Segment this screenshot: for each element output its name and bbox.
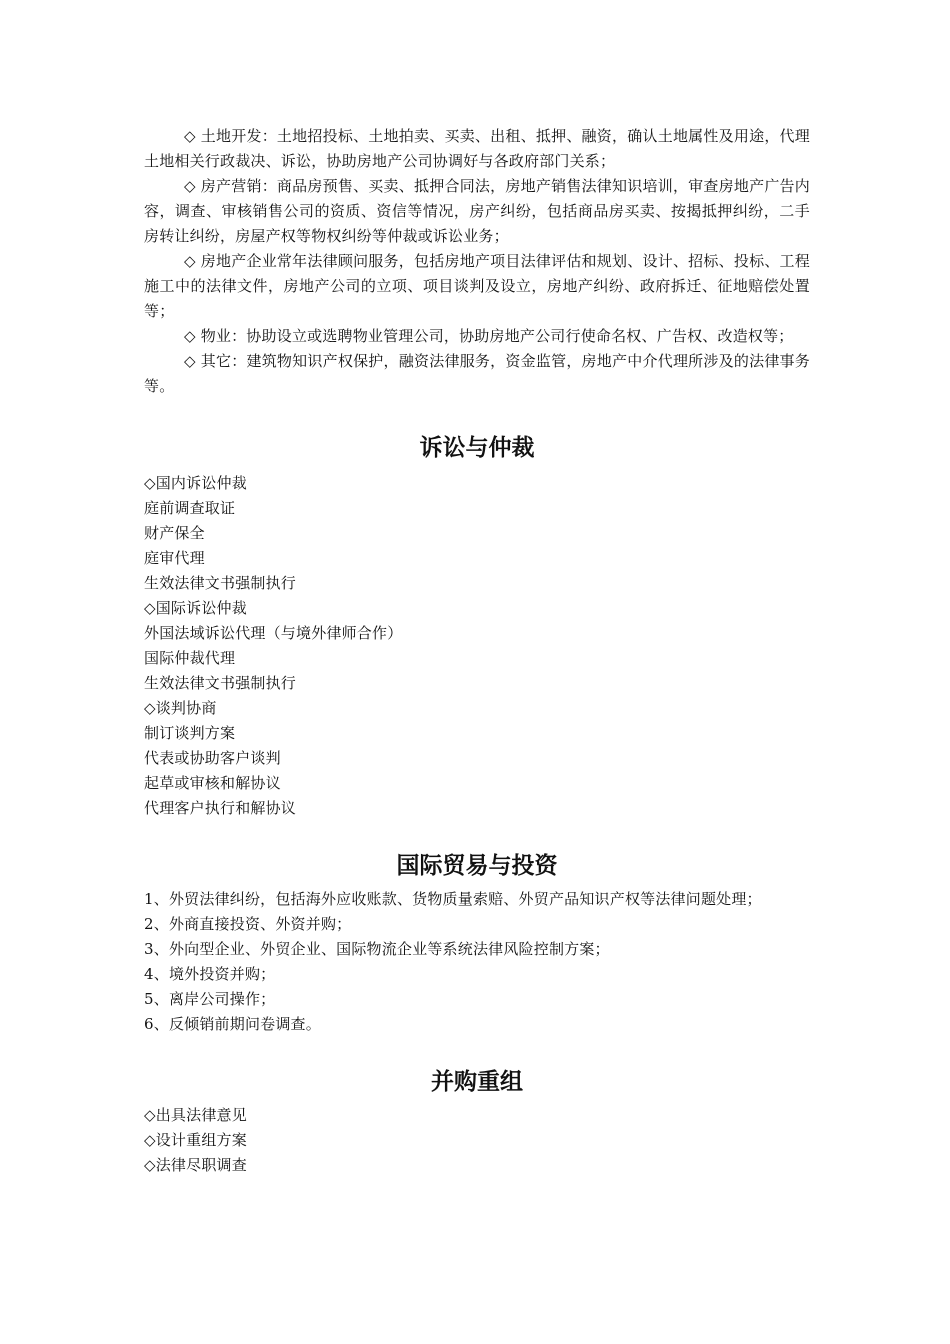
list-item: 生效法律文书强制执行 (144, 574, 297, 592)
list-item: 国际仲裁代理 (144, 649, 236, 667)
list-item: ◇国内诉讼仲裁 (144, 474, 247, 492)
section-heading-mna: 并购重组 (431, 1069, 523, 1095)
list-item: ◇出具法律意见 (144, 1106, 247, 1124)
document-page (144, 124, 810, 1178)
paragraph-other: ◇ 其它：建筑物知识产权保护，融资法律服务，资金监管，房地产中介代理所涉及的法律事务等。 (144, 352, 810, 395)
paragraph-property-management: ◇ 物业：协助设立或选聘物业管理公司，协助房地产公司行使命名权、广告权、改造权等； (184, 327, 794, 345)
list-item: 1、外贸法律纠纷，包括海外应收账款、货物质量索赔、外贸产品知识产权等法律问题处理； (144, 890, 762, 908)
paragraph-land-development: ◇ 土地开发：土地招投标、土地拍卖、买卖、出租、抵押、融资，确认土地属性及用途，代理土地相关行政裁决、诉讼，协助房地产公司协调好与各政府部门关系； (144, 127, 810, 170)
list-item: 2、外商直接投资、外资并购； (144, 915, 352, 933)
list-item: ◇法律尽职调查 (144, 1156, 247, 1174)
list-item: 5、离岸公司操作； (144, 990, 276, 1008)
list-item: 财产保全 (144, 524, 205, 542)
list-item: 代理客户执行和解协议 (144, 799, 297, 817)
list-item: ◇谈判协商 (144, 699, 217, 717)
list-item: 外国法域诉讼代理（与境外律师合作） (144, 624, 403, 642)
list-item: ◇设计重组方案 (144, 1131, 247, 1149)
section-heading-trade: 国际贸易与投资 (396, 853, 558, 879)
paragraph-legal-counsel: ◇ 房地产企业常年法律顾问服务，包括房地产项目法律评估和规划、设计、招标、投标、工程施工中的法律文件，房地产公司的立项、项目谈判及设立，房地产纠纷、政府拆迁、征地赔偿处置等； (144, 252, 810, 320)
litigation-section (144, 431, 810, 821)
list-item: 生效法律文书强制执行 (144, 674, 297, 692)
trade-section (144, 849, 810, 1037)
list-item: 起草或审核和解协议 (144, 774, 281, 792)
list-item: 代表或协助客户谈判 (144, 749, 281, 767)
mna-section (144, 1065, 810, 1178)
list-item: 4、境外投资并购； (144, 965, 276, 983)
list-item: 庭审代理 (144, 549, 205, 567)
paragraph-property-marketing: ◇ 房产营销：商品房预售、买卖、抵押合同法，房地产销售法律知识培训，审查房地产广告内容，调查、审核销售公司的资质、资信等情况，房产纠纷，包括商品房买卖、按揭抵押纠纷，二手房转让纠纷，房屋产权等物权纠纷等仲裁或诉讼业务； (144, 177, 810, 245)
list-item: 3、外向型企业、外贸企业、国际物流企业等系统法律风险控制方案； (144, 940, 610, 958)
list-item: 制订谈判方案 (144, 724, 236, 742)
real-estate-section (144, 124, 810, 399)
list-item: 6、反倾销前期问卷调查。 (144, 1015, 321, 1033)
list-item: 庭前调查取证 (144, 499, 236, 517)
section-heading-litigation: 诉讼与仲裁 (419, 435, 535, 461)
list-item: ◇国际诉讼仲裁 (144, 599, 247, 617)
